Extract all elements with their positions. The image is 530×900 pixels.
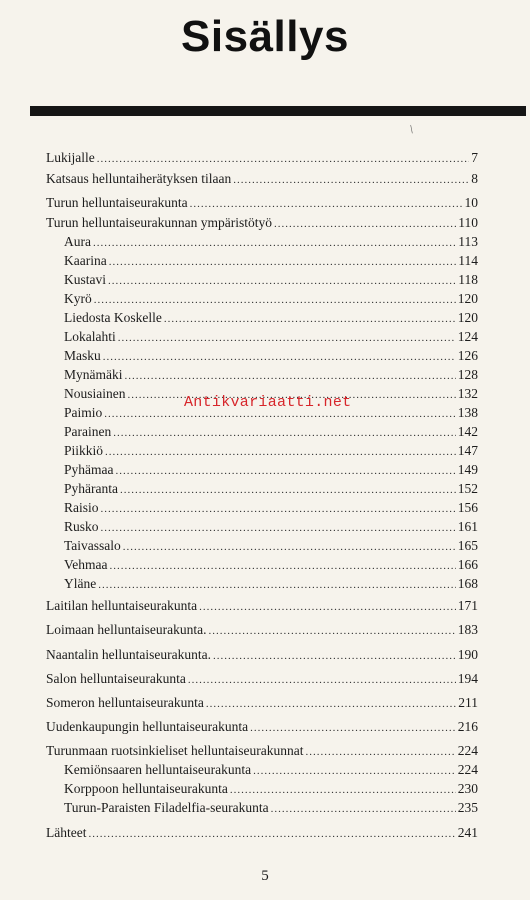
toc-entry-label: Parainen	[64, 424, 112, 439]
toc-entry-page: 241	[457, 825, 478, 840]
toc-entry-label: Korppoon helluntaiseurakunta	[64, 781, 228, 796]
toc-entry-label: Lähteet	[46, 825, 87, 840]
toc-entry-page: 168	[457, 576, 478, 591]
toc-leader-dots	[123, 541, 456, 553]
toc-entry-page: 161	[457, 519, 478, 534]
toc-leader-dots	[190, 198, 463, 210]
toc-entry	[46, 234, 478, 253]
toc-leader-dots	[188, 674, 456, 686]
toc-entry-label: Mynämäki	[64, 367, 123, 382]
toc-entry-page: 124	[457, 329, 478, 344]
toc-entry-label: Turun helluntaiseurakunnan ympäristötyö	[46, 215, 272, 230]
toc-entry	[46, 272, 478, 291]
toc-entry-label: Kaarina	[64, 253, 107, 268]
toc-leader-dots	[164, 313, 456, 325]
toc-entry	[46, 462, 478, 481]
toc-entry-page: 235	[457, 800, 478, 815]
toc-leader-dots	[271, 803, 456, 815]
toc-entry-page: 7	[471, 150, 478, 165]
toc-entry-label: Kemiönsaaren helluntaiseurakunta	[64, 762, 252, 777]
toc-entry-page: 126	[457, 348, 478, 363]
toc-entry-label: Salon helluntaiseurakunta	[46, 671, 186, 686]
toc-entry-label: Lukijalle	[46, 150, 95, 165]
toc-entry-page: 190	[457, 647, 478, 662]
toc-entry-page: 10	[464, 195, 478, 210]
toc-entry-label: Raisio	[64, 500, 99, 515]
toc-entry-label: Vehmaa	[64, 557, 108, 572]
toc-leader-dots	[94, 294, 456, 306]
toc-entry-page: 156	[457, 500, 478, 515]
toc-leader-dots	[101, 503, 456, 515]
toc-entry-page: 183	[457, 622, 478, 637]
toc-leader-dots	[199, 601, 456, 613]
toc-entry	[46, 291, 478, 310]
toc-entry-label: Turun-Paraisten Filadelfia-seurakunta	[64, 800, 269, 815]
toc-entry-page: 128	[457, 367, 478, 382]
toc-entry-label: Turunmaan ruotsinkieliset helluntaiseurakunnat	[46, 743, 304, 758]
toc-entry	[46, 195, 478, 214]
watermark: Antikvariaatti.net	[184, 394, 352, 411]
toc-leader-dots	[116, 465, 456, 477]
toc-entry-label: Katsaus helluntaiherätyksen tilaan	[46, 171, 232, 186]
toc-entry	[46, 719, 478, 738]
toc-entry	[46, 519, 478, 538]
toc-entry-label: Aura	[64, 234, 91, 249]
toc-leader-dots	[109, 256, 457, 268]
toc-entry-label: Nousiainen	[64, 386, 126, 401]
toc-entry	[46, 671, 478, 690]
toc-entry-label: Kyrö	[64, 291, 92, 306]
toc-entry	[46, 329, 478, 348]
stray-mark: /	[406, 122, 417, 136]
toc-entry-page: 152	[457, 481, 478, 496]
toc-leader-dots	[305, 746, 455, 758]
toc-entry	[46, 647, 478, 666]
toc-leader-dots	[274, 218, 456, 230]
toc-entry-page: 147	[457, 443, 478, 458]
toc-entry-page: 211	[458, 695, 478, 710]
toc-entry-label: Lokalahti	[64, 329, 116, 344]
toc-leader-dots	[98, 579, 456, 591]
toc-entry-label: Someron helluntaiseurakunta	[46, 695, 204, 710]
toc-leader-dots	[233, 174, 469, 186]
toc-entry	[46, 576, 478, 595]
toc-entry-page: 224	[457, 762, 478, 777]
toc-entry-page: 224	[457, 743, 478, 758]
toc-entry-label: Turun helluntaiseurakunta	[46, 195, 188, 210]
toc-entry-label: Paimio	[64, 405, 103, 420]
toc-entry	[46, 622, 478, 641]
toc-entry-label: Pyhäranta	[64, 481, 118, 496]
toc-entry-page: 216	[457, 719, 478, 734]
toc-entry-page: 120	[457, 291, 478, 306]
toc-entry-label: Yläne	[64, 576, 97, 591]
toc-entry	[46, 743, 478, 762]
toc-leader-dots	[208, 625, 455, 637]
toc-entry	[46, 598, 478, 617]
toc-entry	[46, 800, 478, 819]
toc-entry	[46, 171, 478, 190]
toc-entry	[46, 310, 478, 329]
toc-entry-page: 8	[471, 171, 478, 186]
toc-entry	[46, 424, 478, 443]
page-title: Sisällys	[181, 12, 349, 61]
toc-entry-label: Rusko	[64, 519, 99, 534]
toc-entry-page: 120	[457, 310, 478, 325]
toc-leader-dots	[101, 522, 456, 534]
toc-entry-page: 114	[458, 253, 478, 268]
toc-entry	[46, 500, 478, 519]
toc-entry	[46, 825, 478, 844]
toc-leader-dots	[93, 237, 456, 249]
toc-entry	[46, 443, 478, 462]
toc-leader-dots	[120, 484, 456, 496]
toc-leader-dots	[113, 427, 456, 439]
toc-entry	[46, 781, 478, 800]
toc-entry-label: Taivassalo	[64, 538, 121, 553]
toc-leader-dots	[206, 698, 456, 710]
toc-entry	[46, 253, 478, 272]
toc-entry	[46, 481, 478, 500]
toc-entry	[46, 348, 478, 367]
toc-entry-label: Kustavi	[64, 272, 106, 287]
toc-entry-page: 118	[458, 272, 478, 287]
toc-entry-page: 165	[457, 538, 478, 553]
toc-entry-page: 138	[457, 405, 478, 420]
toc-entry-page: 194	[457, 671, 478, 686]
toc-entry-page: 230	[457, 781, 478, 796]
toc-leader-dots	[108, 275, 456, 287]
toc-leader-dots	[253, 765, 456, 777]
toc-entry-label: Naantalin helluntaiseurakunta.	[46, 647, 211, 662]
toc-entry-label: Piikkiö	[64, 443, 104, 458]
toc-entry-page: 149	[457, 462, 478, 477]
toc-entry-label: Liedosta Koskelle	[64, 310, 162, 325]
toc-entry	[46, 557, 478, 576]
toc-leader-dots	[230, 784, 456, 796]
toc-entry-page: 171	[457, 598, 478, 613]
toc-entry-page: 166	[457, 557, 478, 572]
toc-entry-label: Uudenkaupungin helluntaiseurakunta	[46, 719, 249, 734]
toc-leader-dots	[88, 828, 455, 840]
toc-leader-dots	[125, 370, 456, 382]
page-number: 5	[261, 868, 269, 884]
toc-entry-label: Loimaan helluntaiseurakunta.	[46, 622, 207, 637]
toc-entry-label: Pyhämaa	[64, 462, 114, 477]
toc-leader-dots	[97, 153, 470, 165]
toc-leader-dots	[250, 722, 456, 734]
toc-leader-dots	[103, 351, 456, 363]
toc-entry	[46, 762, 478, 781]
toc-leader-dots	[213, 650, 456, 662]
toc-entry	[46, 695, 478, 714]
toc-entry-page: 110	[458, 215, 478, 230]
toc-leader-dots	[109, 560, 455, 572]
title-rule	[30, 106, 526, 116]
toc-entry-label: Masku	[64, 348, 101, 363]
toc-entry	[46, 215, 478, 234]
toc-entry	[46, 150, 478, 169]
toc-entry-page: 142	[457, 424, 478, 439]
toc-leader-dots	[105, 446, 456, 458]
toc-entry-label: Laitilan helluntaiseurakunta	[46, 598, 198, 613]
toc-entry	[46, 538, 478, 557]
toc-leader-dots	[118, 332, 456, 344]
toc-entry-page: 113	[458, 234, 478, 249]
toc-entry-page: 132	[457, 386, 478, 401]
toc-entry	[46, 367, 478, 386]
